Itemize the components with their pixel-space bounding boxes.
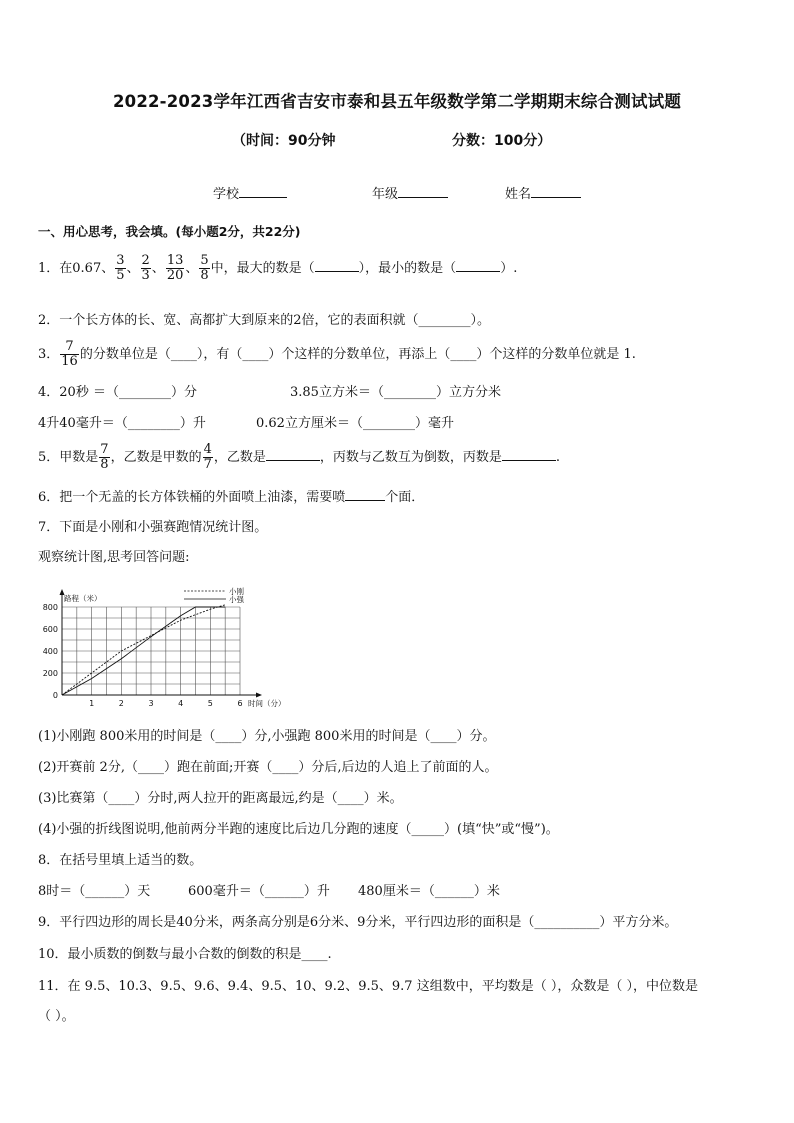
fraction: $\frac{2}{3}$: [141, 253, 150, 283]
x-tick-label: 6: [237, 699, 243, 708]
x-tick-label: 5: [207, 699, 213, 708]
y-tick-label: 200: [42, 669, 58, 678]
question-6: 6．把一个无盖的长方体铁桶的外面喷上油漆，需要喷 个面．: [38, 490, 425, 505]
question-7: 7．下面是小刚和小强赛跑情况统计图。: [38, 520, 268, 535]
answer-blank[interactable]: [315, 259, 359, 272]
answer-blank[interactable]: [345, 488, 385, 501]
answer-blank[interactable]: [266, 448, 320, 461]
question-7-2: (2)开赛前 2分,（____）跑在前面;开赛（____）分后,后边的人追上了前面的人。: [38, 760, 498, 775]
y-axis-label: 路程（米）: [64, 594, 102, 603]
name-field[interactable]: [505, 183, 581, 202]
grade-field[interactable]: [372, 183, 448, 202]
school-field[interactable]: [213, 183, 287, 202]
y-tick-label: 600: [42, 625, 58, 634]
question-5: 5．甲数是 $\frac{7}{8}$ ，乙数是甲数的 $\frac{4}{7}$ ，乙数是 ，丙数与乙数互为倒数，丙数是 .: [38, 442, 561, 472]
question-8c: 480厘米＝（______）米: [358, 884, 500, 899]
name-label: 姓名: [505, 187, 532, 202]
x-tick-label: 4: [178, 699, 184, 708]
fraction: $\frac{3}{5}$: [116, 253, 125, 283]
x-axis-arrow: [256, 693, 262, 698]
y-tick-label: 400: [42, 647, 58, 656]
legend-label: 小刚: [229, 587, 244, 596]
grade-label: 年级: [372, 187, 399, 202]
answer-blank[interactable]: [502, 448, 556, 461]
question-9: 9．平行四边形的周长是40分米，两条高分别是6分米、9分米，平行四边形的面积是（__________）平方分米。: [38, 915, 678, 930]
question-11-continued: （ ）。: [38, 1009, 75, 1024]
name-blank[interactable]: [531, 185, 581, 198]
question-4d: 0.62立方厘米＝（________）毫升: [256, 416, 454, 431]
page-title: 2022-2023学年江西省吉安市泰和县五年级数学第二学期期末综合测试试题: [112, 92, 682, 111]
x-axis-label: 时间（分）: [248, 699, 286, 708]
score-info: 分数：100分）: [452, 133, 552, 149]
question-7-intro: 观察统计图,思考回答问题:: [38, 550, 190, 565]
section-1-heading: 一、用心思考，我会填。(每小题2分，共22分): [38, 224, 301, 239]
question-7-1: (1)小刚跑 800米用的时间是（____）分,小强跑 800米用的时间是（____）分。: [38, 729, 496, 744]
x-tick-label: 3: [148, 699, 154, 708]
fraction: $\frac{4}{7}$: [203, 442, 212, 472]
question-8: 8．在括号里填上适当的数。: [38, 853, 203, 868]
question-8a: 8时＝（______）天: [38, 884, 151, 899]
race-line-chart: [36, 585, 286, 715]
question-3: 3． $\frac{7}{16}$ 的分数单位是（____），有（____）个这样的分数单位，再添上（____）个这样的分数单位就是 1.: [38, 339, 636, 369]
y-tick-label: 800: [42, 603, 58, 612]
question-1: 1．在0.67、 $\frac{3}{5}$ 、 $\frac{2}{3}$ 、 $\frac{13}{20}$ 、 $\frac{5}{8}$ 中，最大的数是（ ），最小的数是（ ）.: [38, 253, 518, 283]
x-tick-label: 1: [89, 699, 95, 708]
fraction: $\frac{5}{8}$: [200, 253, 209, 283]
question-11: 11．在 9.5、10.3、9.5、9.6、9.4、9.5、10、9.2、9.5、9.7 这组数中，平均数是（ ），众数是（ ），中位数是: [38, 979, 698, 994]
grade-blank[interactable]: [398, 185, 448, 198]
time-info: （时间：90分钟: [232, 133, 336, 149]
fraction: $\frac{13}{20}$: [166, 253, 184, 283]
question-7-4: (4)小强的折线图说明,他前两分半跑的速度比后边几分跑的速度（_____）(填“快”或“慢”)。: [38, 822, 559, 837]
fraction: $\frac{7}{16}$: [61, 339, 78, 369]
question-4a: 4．20秒 ＝（________）分: [38, 385, 197, 400]
x-tick-label: 2: [118, 699, 124, 708]
question-10: 10．最小质数的倒数与最小合数的倒数的积是____.: [38, 947, 332, 962]
question-7-3: (3)比赛第（____）分时,两人拉开的距离最远,约是（____）米。: [38, 791, 403, 806]
question-4b: 3.85立方米＝（________）立方分米: [290, 385, 501, 400]
answer-blank[interactable]: [456, 259, 500, 272]
school-blank[interactable]: [239, 185, 287, 198]
question-4c: 4升40毫升＝（________）升: [38, 416, 206, 431]
question-2: 2．一个长方体的长、宽、高都扩大到原来的2倍，它的表面积就（________）。: [38, 313, 491, 328]
question-8b: 600毫升＝（______）升: [188, 884, 330, 899]
y-tick-label: 0: [52, 691, 58, 700]
school-label: 学校: [213, 187, 240, 202]
legend-label: 小强: [229, 595, 244, 604]
fraction: $\frac{7}{8}$: [100, 442, 109, 472]
